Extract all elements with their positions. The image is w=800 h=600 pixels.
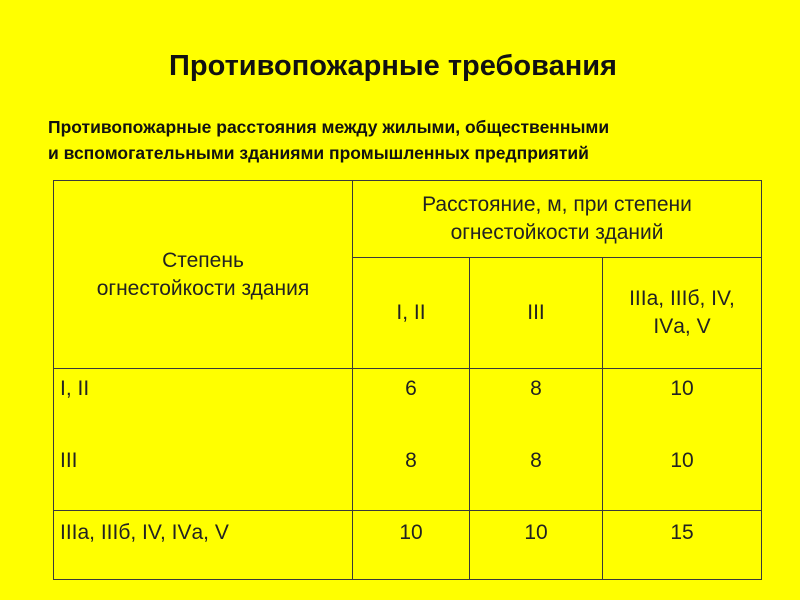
- value: 8: [405, 449, 417, 472]
- header-left-line-1: Степень: [162, 248, 244, 272]
- subtitle: [48, 114, 788, 166]
- value: 6: [405, 377, 417, 400]
- header-distance: [353, 181, 762, 258]
- value: 8: [530, 377, 542, 400]
- row-label: I, II: [60, 377, 90, 400]
- value: 10: [670, 449, 694, 472]
- row-label: III: [60, 449, 78, 472]
- header-col-2: III: [470, 258, 603, 369]
- value-cell-col-1: [353, 511, 470, 580]
- value: 10: [670, 377, 694, 400]
- subtitle-line-1: Противопожарные расстояния между жилыми, общественными: [48, 117, 610, 137]
- header-fire-resistance-degree: [54, 181, 353, 369]
- row-label-cell-merged: [54, 369, 353, 511]
- value-cell-col-3: [603, 511, 762, 580]
- header-top-line-2: огнестойкости зданий: [450, 221, 664, 244]
- value-cell-col-1: [353, 369, 470, 511]
- row-label: IIIа, IIIб, IV, IVа, V: [60, 521, 229, 544]
- value: 15: [670, 521, 694, 544]
- header-col-3: [603, 258, 762, 369]
- value-cell-col-3: [603, 369, 762, 511]
- value-cell-col-2: [470, 369, 603, 511]
- value: 10: [524, 521, 548, 544]
- header-col-3-line-1: IIIа, IIIб, IV,: [629, 287, 735, 310]
- value: 10: [399, 521, 423, 544]
- row-label-cell: [54, 511, 353, 580]
- value: 8: [530, 449, 542, 472]
- header-col-3-line-2: IVа, V: [653, 315, 711, 338]
- subtitle-line-2: и вспомогательными зданиями промышленных предприятий: [48, 143, 589, 163]
- header-top-line-1: Расстояние, м, при степени: [422, 193, 692, 216]
- header-col-1: I, II: [353, 258, 470, 369]
- fire-distance-table: [53, 180, 762, 580]
- header-left-line-2: огнестойкости здания: [96, 276, 310, 300]
- page-title: Противопожарные требования: [169, 50, 617, 82]
- value-cell-col-2: [470, 511, 603, 580]
